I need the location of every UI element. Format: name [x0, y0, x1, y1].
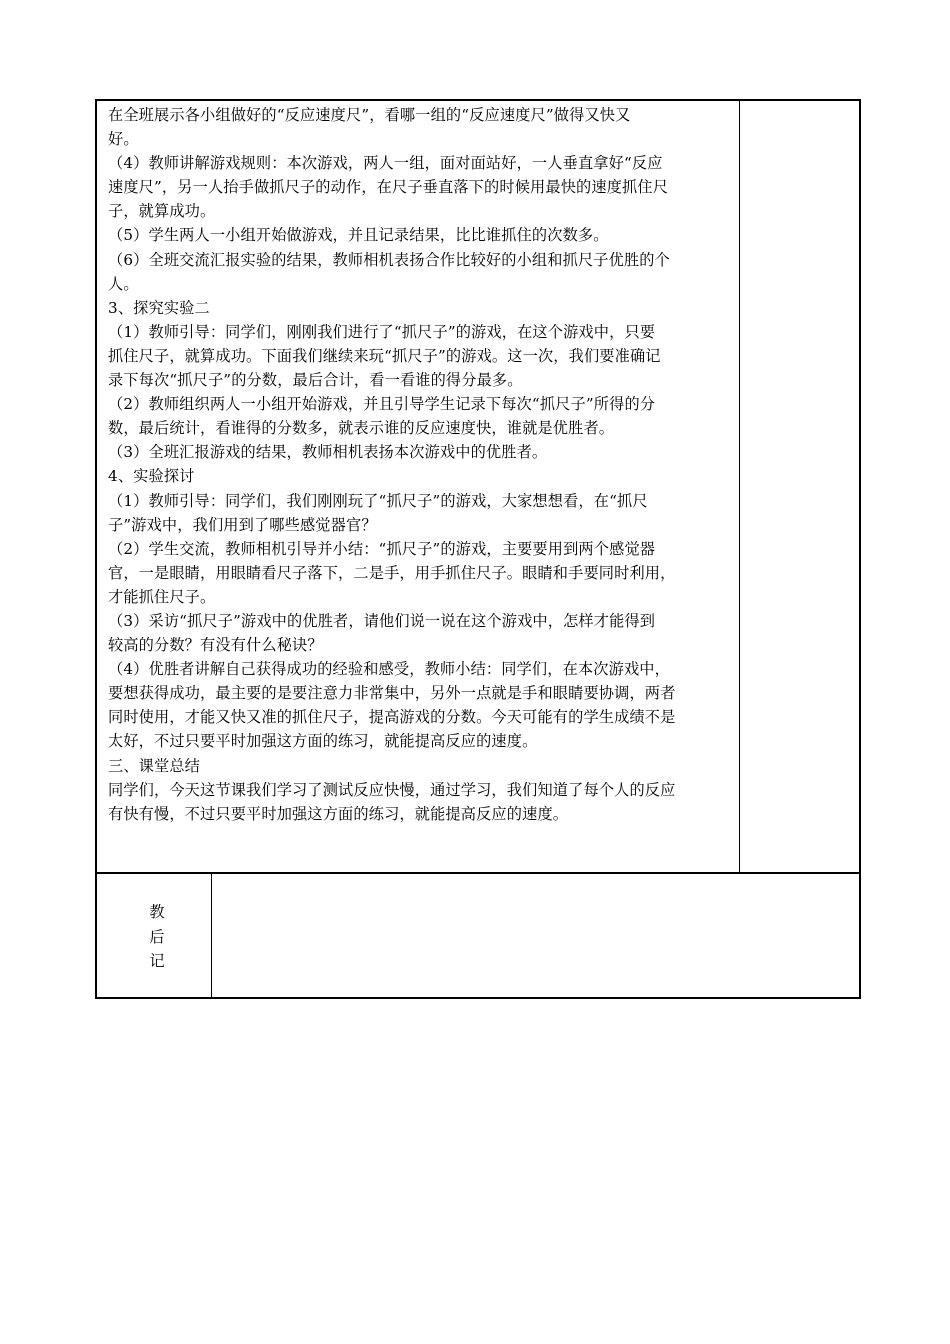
- lesson-line: 子”游戏中，我们用到了哪些感觉器官？: [108, 515, 377, 534]
- lesson-plan-table: [95, 99, 861, 999]
- lesson-line: 有快有慢，不过只要平时加强这方面的练习，就能提高反应的速度。: [108, 804, 569, 823]
- lesson-line: 速度尺”，另一人抬手做抓尺子的动作，在尺子垂直落下的时候用最快的速度抓住尺: [108, 178, 669, 197]
- lesson-line: （2）学生交流，教师相机引导并小结：“抓尺子”的游戏，主要要用到两个感觉器: [108, 539, 656, 558]
- lesson-line: （5）学生两人一小组开始做游戏，并且记录结果，比比谁抓住的次数多。: [108, 226, 609, 245]
- lesson-line: （1）教师引导：同学们，刚刚我们进行了“抓尺子”的游戏，在这个游戏中，只要: [108, 322, 656, 341]
- notes-label-char: 记: [149, 952, 165, 970]
- lesson-line: 好。: [108, 130, 139, 149]
- lesson-line: 太好，不过只要平时加强这方面的练习，就能提高反应的速度。: [108, 732, 538, 751]
- side-note-cell: [740, 101, 861, 874]
- lesson-line: 同时使用，才能又快又准的抓住尺子，提高游戏的分数。今天可能有的学生成绩不是: [108, 708, 676, 727]
- lesson-line: 官，一是眼睛，用眼睛看尺子落下，二是手，用手抓住尺子。眼睛和手要同时利用，: [108, 563, 676, 582]
- lesson-line: 在全班展示各小组做好的“反应速度尺”，看哪一组的“反应速度尺”做得又快又: [108, 106, 631, 124]
- lesson-line: （3）采访“抓尺子”游戏中的优胜者，请他们说一说在这个游戏中，怎样才能得到: [108, 611, 656, 630]
- lesson-line: 才能抓住尺子。: [108, 587, 216, 606]
- lesson-line: （6）全班交流汇报实验的结果，教师相机表扬合作比较好的小组和抓尺子优胜的个: [108, 250, 670, 269]
- lesson-line: 较高的分数？有没有什么秘诀？: [108, 636, 323, 655]
- lesson-line: 子，就算成功。: [108, 202, 216, 221]
- notes-label-char: 教: [149, 903, 165, 921]
- lesson-line: 人。: [108, 274, 139, 293]
- post-lesson-notes-label-cell: [97, 874, 212, 999]
- notes-label-char: 后: [149, 927, 165, 946]
- lesson-line: （2）教师组织两人一小组开始游戏，并且引导学生记录下每次“抓尺子”所得的分: [108, 395, 656, 414]
- lesson-line: （4）优胜者讲解自己获得成功的经验和感受，教师小结：同学们，在本次游戏中，: [108, 660, 670, 679]
- lesson-line: 同学们，今天这节课我们学习了测试反应快慢，通过学习，我们知道了每个人的反应: [108, 780, 676, 799]
- section-heading: 3、探究实验二: [108, 298, 210, 317]
- lesson-line: （4）教师讲解游戏规则：本次游戏，两人一组，面对面站好，一人垂直拿好“反应: [108, 154, 663, 173]
- lesson-line: （3）全班汇报游戏的结果，教师相机表扬本次游戏中的优胜者。: [108, 443, 548, 462]
- lesson-line: 要想获得成功，最主要的是要注意力非常集中，另外一点就是手和眼睛要协调，两者: [108, 684, 676, 703]
- lesson-content-cell: [97, 101, 740, 874]
- lesson-line: （1）教师引导：同学们，我们刚刚玩了“抓尺子”的游戏，大家想想看，在“抓尺: [108, 491, 648, 510]
- lesson-line: 数，最后统计，看谁得的分数多，就表示谁的反应速度快，谁就是优胜者。: [108, 419, 615, 438]
- lesson-line: 抓住尺子，就算成功。下面我们继续来玩“抓尺子”的游戏。这一次，我们要准确记: [108, 346, 661, 365]
- post-lesson-notes-label: [147, 900, 167, 974]
- section-heading: 三、课堂总结: [108, 756, 201, 775]
- lesson-line: 录下每次“抓尺子”的分数，最后合计，看一看谁的得分最多。: [108, 371, 523, 390]
- post-lesson-notes-body: [212, 874, 861, 999]
- section-heading: 4、实验探讨: [108, 467, 195, 486]
